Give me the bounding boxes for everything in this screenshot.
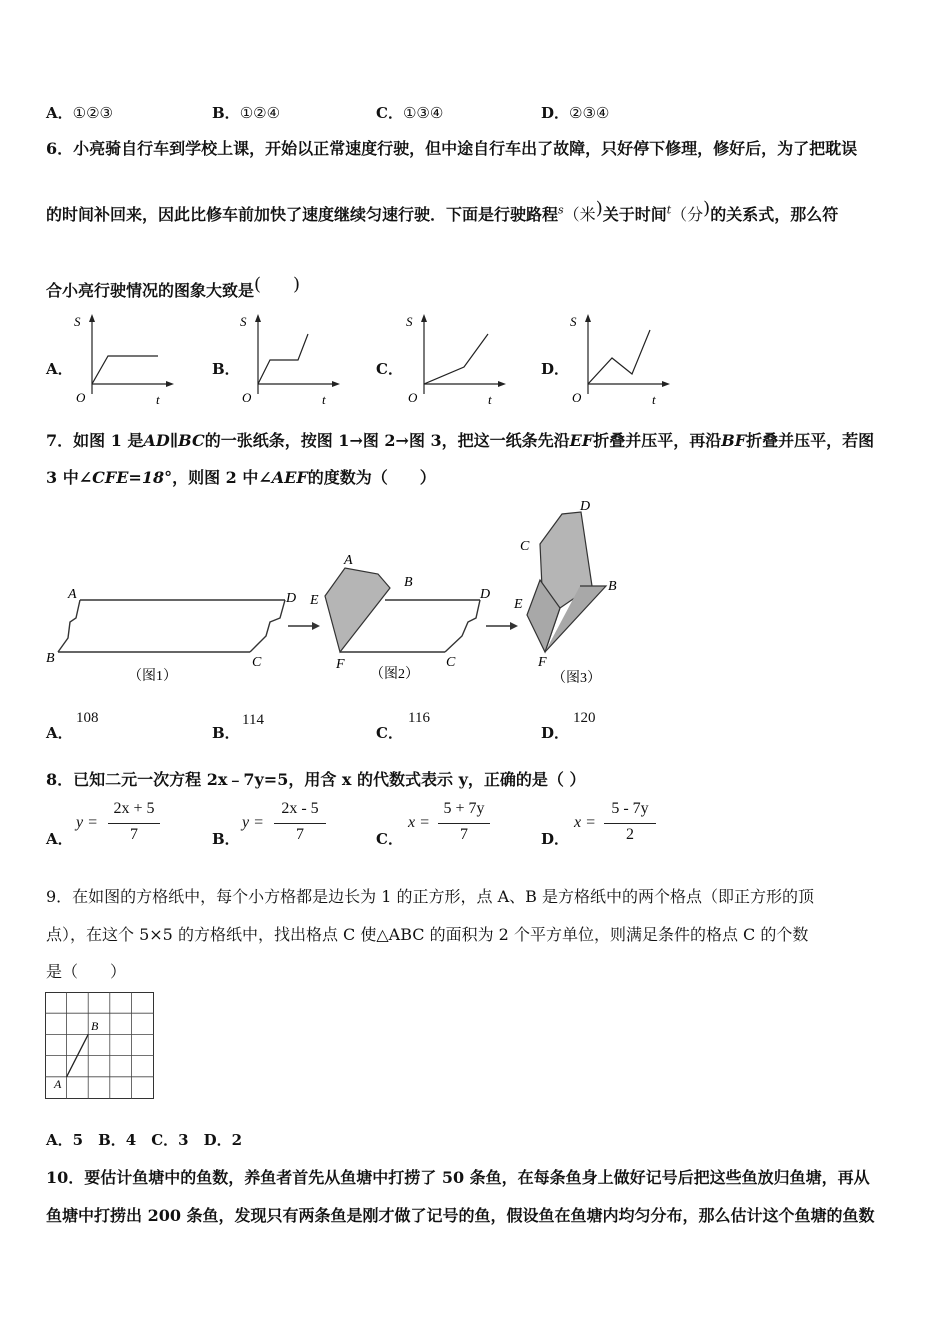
fig2-label-e: E: [310, 593, 319, 608]
q9-line2: 点），在这个 5×5 的方格纸中，找出格点 C 使△ABC 的面积为 2 个平方单位，则满足条件的格点 C 的个数: [46, 925, 809, 944]
q8-option-a[interactable]: A．: [46, 830, 73, 848]
q10-line2: 鱼塘中打捞出 200 条鱼，发现只有两条鱼是刚才做了记号的鱼，假设鱼在鱼塘内均匀分布，那么估计这个鱼塘的鱼数: [46, 1206, 875, 1225]
fig2-label-d: D: [480, 587, 491, 602]
fig2-label-b: B: [404, 575, 413, 590]
q6-graph-c[interactable]: [402, 312, 512, 408]
q8-option-a-expr: y = 2x + 5 7: [76, 800, 166, 848]
q6-line3: 合小亮行驶情况的图象大致是( ): [46, 274, 301, 300]
q7-option-c[interactable]: C．: [376, 724, 403, 742]
x-axis-label: t: [652, 392, 656, 407]
fig2-label-c: C: [446, 655, 456, 670]
q6-graph-d[interactable]: [566, 312, 676, 408]
x-axis-label: t: [488, 392, 492, 407]
q8-option-b[interactable]: B．: [212, 830, 240, 848]
origin-label: O: [572, 390, 582, 405]
q7-option-b[interactable]: B．: [212, 724, 240, 742]
fig1-label-c: C: [252, 655, 262, 670]
q8-option-d-expr: x = 5 - 7y 2: [574, 800, 664, 848]
fig3-label-b: B: [608, 579, 617, 594]
y-axis-label: S: [240, 314, 247, 329]
fig2-label-f: F: [336, 657, 345, 672]
q7-figures: [40, 490, 640, 700]
q5-option-c[interactable]: C．①③④: [376, 104, 444, 122]
q5-option-b[interactable]: B．①②④: [212, 104, 281, 122]
q6-graph-b[interactable]: [236, 312, 346, 408]
q9-options[interactable]: A．5 B．4 C．3 D．2: [46, 1131, 243, 1149]
q6-graph-a[interactable]: [70, 312, 180, 408]
q10-line1: 10．要估计鱼塘中的鱼数，养鱼者首先从鱼塘中打捞了 50 条鱼，在每条鱼身上做好记号后把这些鱼放归鱼塘，再从: [46, 1168, 870, 1187]
x-axis-label: t: [322, 392, 326, 407]
q6-line2: 的时间补回来，因此比修车前加快了速度继续匀速行驶．下面是行驶路程$^s$（米)关于时间$^t$（分)的关系式，那么符: [46, 198, 839, 224]
fig3-caption: （图3）: [552, 671, 601, 686]
q7-line1: 7．如图 1 是AD∥BC的一张纸条，按图 1→图 2→图 3，把这一纸条先沿EF折叠并压平，再沿BF折叠并压平，若图: [46, 431, 875, 450]
q7-option-c-value: 116: [408, 710, 430, 726]
q6-option-a-letter[interactable]: A．: [46, 360, 73, 378]
origin-label: O: [242, 390, 252, 405]
y-axis-label: S: [74, 314, 81, 329]
q8-option-c[interactable]: C．: [376, 830, 403, 848]
q7-figure-3: [513, 499, 617, 686]
q7-option-b-value: 114: [242, 712, 264, 728]
y-axis-label: S: [570, 314, 577, 329]
q7-figure-2: [309, 553, 490, 682]
q6-option-d-letter[interactable]: D．: [541, 360, 570, 378]
q8-option-d[interactable]: D．: [541, 830, 570, 848]
point-b-label: B: [91, 1019, 99, 1033]
fig3-label-f: F: [538, 655, 547, 670]
fig3-label-d: D: [580, 499, 591, 514]
q9-line1: 9．在如图的方格纸中，每个小方格都是边长为 1 的正方形，点 A、B 是方格纸中的两个格点（即正方形的顶: [46, 887, 815, 906]
q5-option-a[interactable]: A．①②③: [46, 104, 113, 122]
fig2-caption: （图2）: [370, 667, 419, 682]
q8-option-b-expr: y = 2x - 5 7: [242, 800, 332, 848]
q6-option-c-letter[interactable]: C．: [376, 360, 403, 378]
fig1-label-a: A: [68, 587, 77, 602]
fig1-label-b: B: [46, 651, 55, 666]
q8-stem: 8．已知二元一次方程 2x﹣7y=5，用含 x 的代数式表示 y，正确的是（ ）: [46, 770, 586, 789]
q7-option-d-value: 120: [573, 710, 596, 726]
fig3-label-e: E: [514, 597, 523, 612]
fig1-caption: （图1）: [128, 669, 177, 684]
fig1-label-d: D: [286, 591, 297, 606]
origin-label: O: [76, 390, 86, 405]
q7-option-a[interactable]: A．: [46, 724, 73, 742]
y-axis-label: S: [406, 314, 413, 329]
x-axis-label: t: [156, 392, 160, 407]
q9-grid: [45, 992, 157, 1100]
q7-figure-1: [46, 587, 296, 684]
q8-option-c-expr: x = 5 + 7y 7: [408, 800, 498, 848]
q9-line3: 是（ ）: [46, 962, 127, 981]
origin-label: O: [408, 390, 418, 405]
q6-option-b-letter[interactable]: B．: [212, 360, 240, 378]
fig3-label-c: C: [520, 539, 530, 554]
q6-line1: 6．小亮骑自行车到学校上课，开始以正常速度行驶，但中途自行车出了故障，只好停下修理，修好后，为了把耽误: [46, 139, 858, 158]
fig2-label-a: A: [344, 553, 353, 568]
q5-option-d[interactable]: D．②③④: [541, 104, 610, 122]
q7-option-a-value: 108: [76, 710, 99, 726]
point-a-label: A: [54, 1077, 62, 1091]
q7-option-d[interactable]: D．: [541, 724, 570, 742]
q7-line2: 3 中∠CFE=18°，则图 2 中∠AEF的度数为（ ）: [46, 468, 436, 487]
